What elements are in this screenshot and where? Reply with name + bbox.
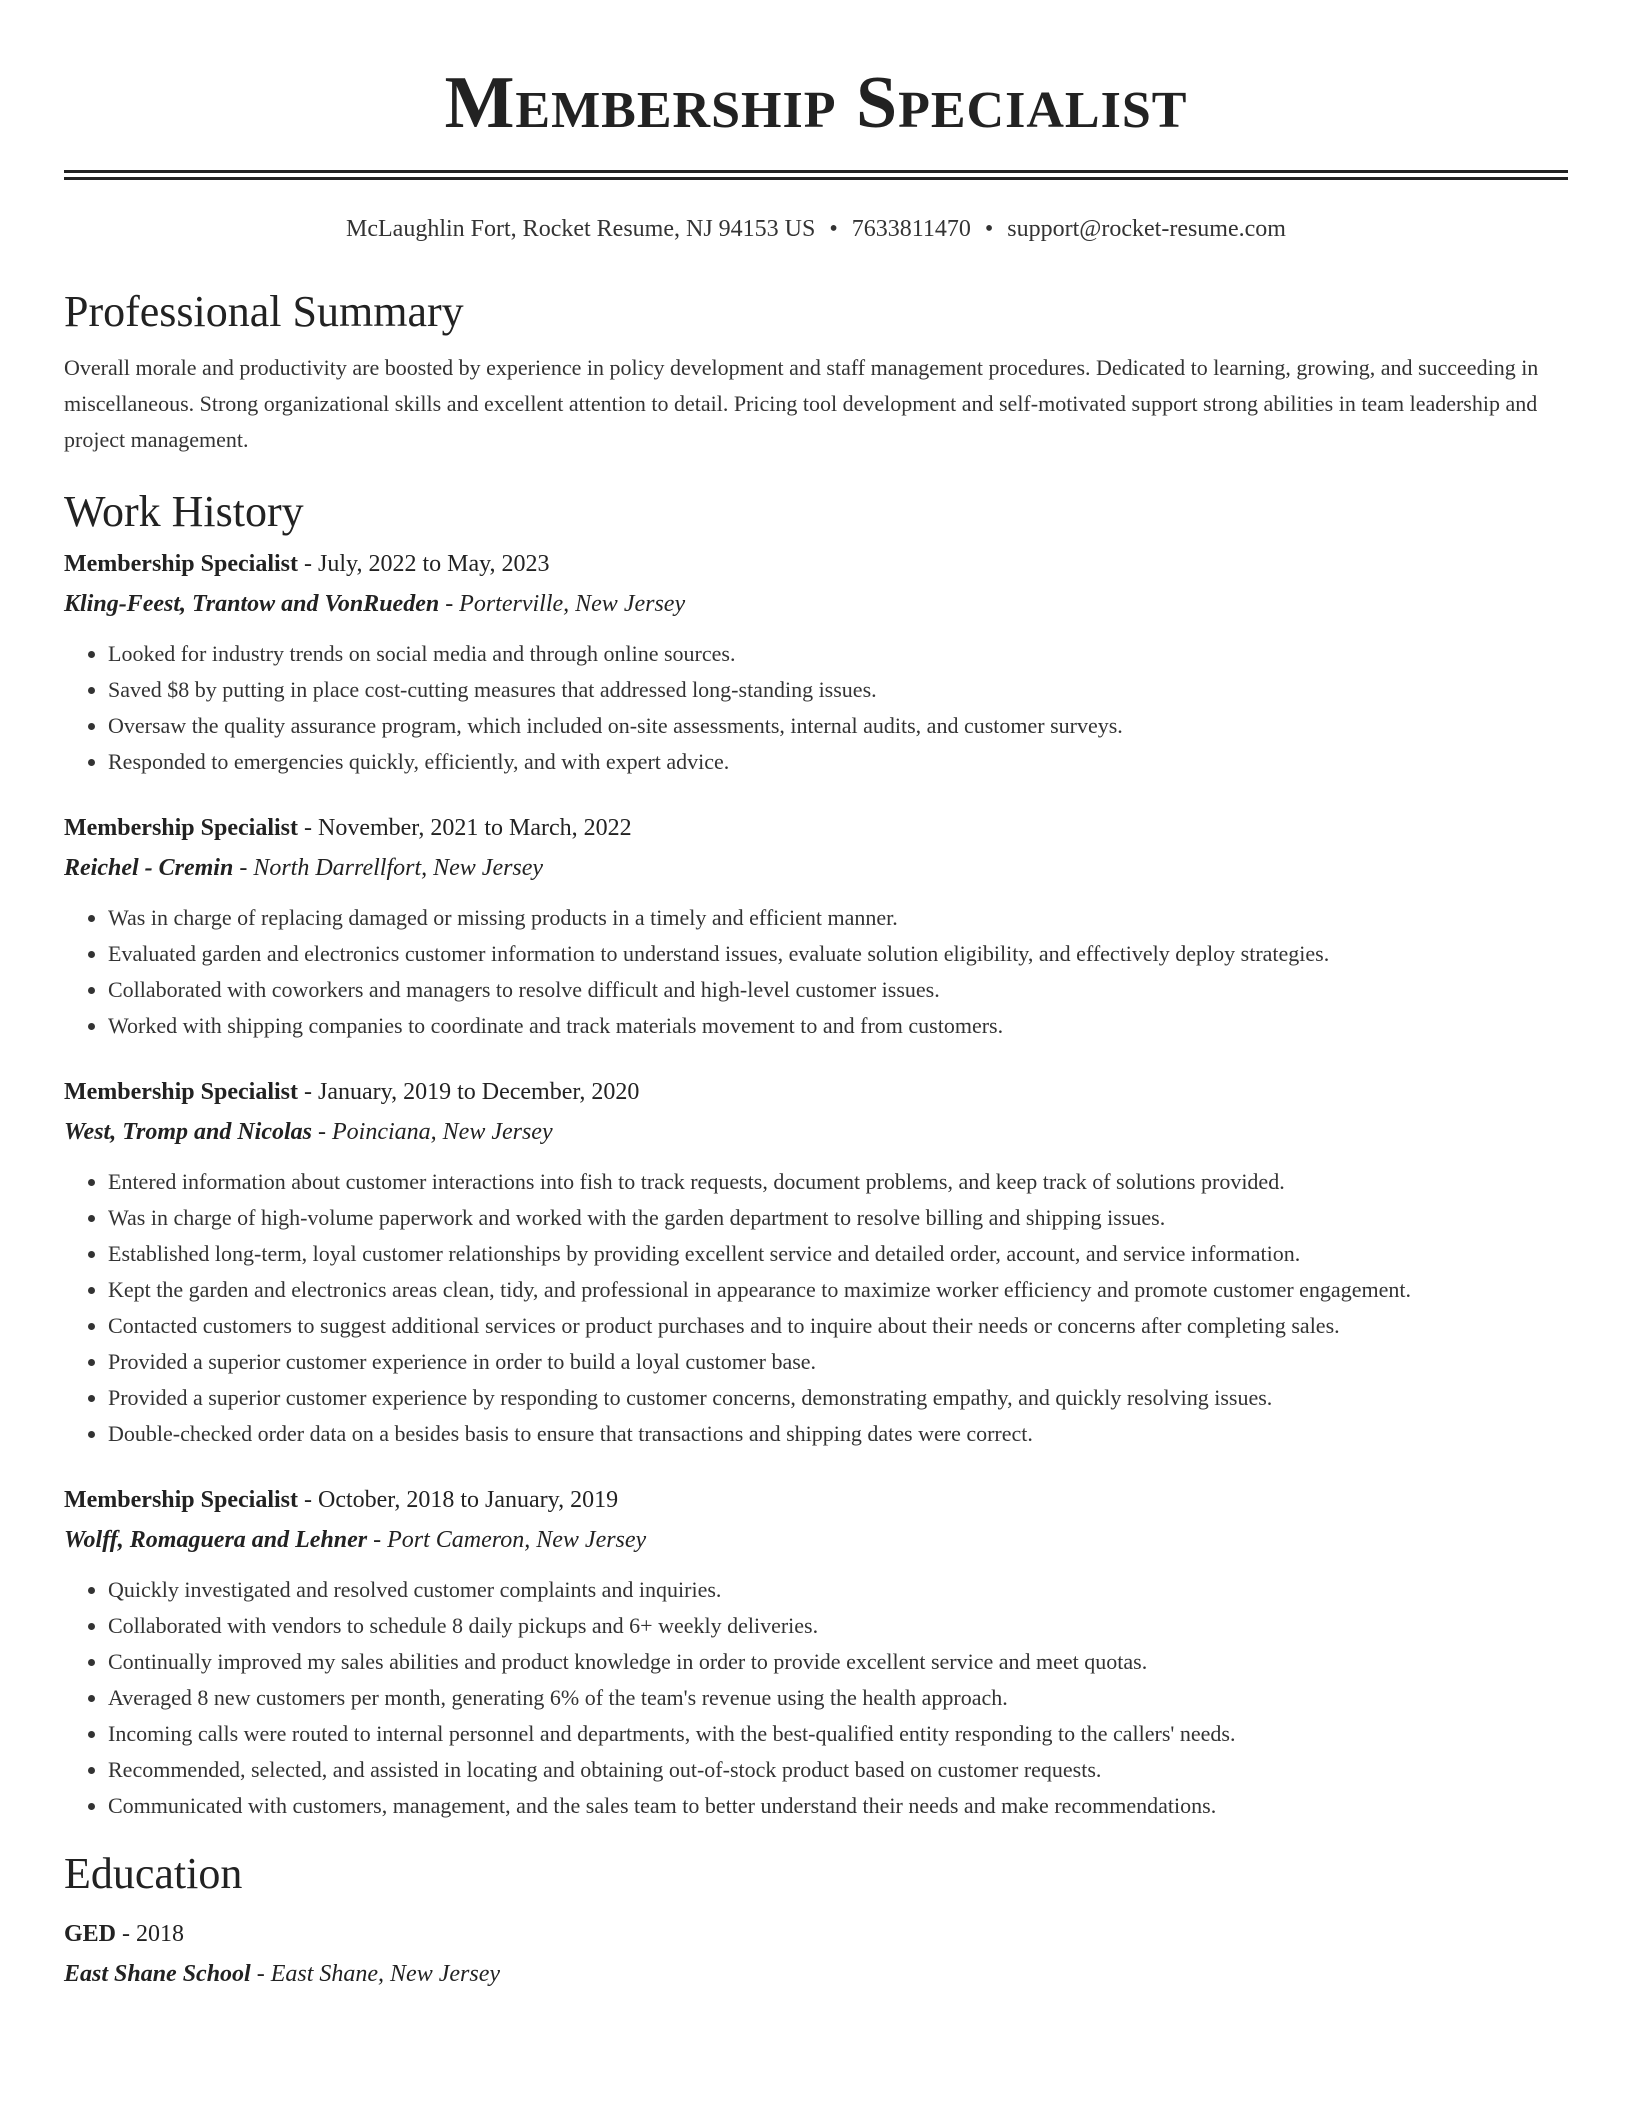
job-location: - Porterville, New Jersey xyxy=(439,591,686,617)
job-bullet-item: • Averaged 8 new customers per month, generating 6% of the team's revenue using the health approach. xyxy=(108,1680,1568,1716)
job-role: Membership Specialist xyxy=(64,1487,298,1513)
education-location: - East Shane, New Jersey xyxy=(250,1961,501,1987)
contact-separator: • xyxy=(984,216,994,242)
job-dates: - October, 2018 to January, 2019 xyxy=(298,1487,619,1513)
job-bullet-item: • Looked for industry trends on social media and through online sources. xyxy=(108,636,1568,672)
contact-line xyxy=(64,214,1568,244)
job-bullet-item: • Was in charge of high-volume paperwork and worked with the garden department to resolve billing and shipping issues. xyxy=(108,1200,1568,1236)
job-bullet-item: • Worked with shipping companies to coordinate and track materials movement to and from customers. xyxy=(108,1008,1568,1044)
job-company: Wolff, Romaguera and Lehner xyxy=(64,1527,368,1553)
job-bullet-list xyxy=(64,900,1568,1044)
job-bullet-item: • Oversaw the quality assurance program, which included on-site assessments, internal audits, and customer surveys. xyxy=(108,708,1568,744)
job-bullet-list xyxy=(64,636,1568,780)
job-entry xyxy=(64,808,1568,1044)
job-company-line xyxy=(64,584,1568,624)
job-title-line xyxy=(64,544,1568,584)
job-entry xyxy=(64,544,1568,780)
job-bullet-item: • Provided a superior customer experience by responding to customer concerns, demonstrating empathy, and quickly resolving issues. xyxy=(108,1380,1568,1416)
job-bullet-item: • Recommended, selected, and assisted in locating and obtaining out-of-stock product based on customer requests. xyxy=(108,1752,1568,1788)
job-role: Membership Specialist xyxy=(64,1079,298,1105)
job-role: Membership Specialist xyxy=(64,551,298,577)
job-bullet-item: • Established long-term, loyal customer relationships by providing excellent service and detailed order, account, and service information. xyxy=(108,1236,1568,1272)
contact-phone: 7633811470 xyxy=(851,216,971,242)
job-title-line xyxy=(64,1480,1568,1520)
education-section-title: Education xyxy=(64,1849,243,1898)
job-bullet-list xyxy=(64,1164,1568,1452)
job-company-line xyxy=(64,1112,1568,1152)
education-year: - 2018 xyxy=(116,1921,185,1947)
education-school: East Shane School xyxy=(64,1961,251,1987)
resume-name-heading: Membership Specialist xyxy=(444,62,1188,144)
job-dates: - July, 2022 to May, 2023 xyxy=(298,551,550,577)
education-school-line xyxy=(64,1954,1568,1994)
summary-section-title: Professional Summary xyxy=(64,287,464,336)
header-double-rule xyxy=(64,170,1568,180)
job-location: - Poinciana, New Jersey xyxy=(312,1119,553,1145)
work-history-section-title: Work History xyxy=(64,487,304,536)
job-bullet-item: • Evaluated garden and electronics customer information to understand issues, evaluate solution eligibility, and effectively deploy strategies. xyxy=(108,936,1568,972)
job-title-line xyxy=(64,1072,1568,1112)
job-bullet-item: • Double-checked order data on a besides basis to ensure that transactions and shipping dates were correct. xyxy=(108,1416,1568,1452)
job-location: - North Darrellfort, New Jersey xyxy=(233,855,544,881)
contact-email: support@rocket-resume.com xyxy=(1007,216,1286,242)
job-company: West, Tromp and Nicolas xyxy=(64,1119,313,1145)
contact-address: McLaughlin Fort, Rocket Resume, NJ 94153 US xyxy=(346,216,816,242)
job-bullet-item: • Communicated with customers, management, and the sales team to better understand their needs and make recommendations. xyxy=(108,1788,1568,1824)
contact-separator: • xyxy=(829,216,838,242)
education-degree: GED xyxy=(64,1921,117,1947)
job-entry xyxy=(64,1480,1568,1824)
job-bullet-item: • Continually improved my sales abilities and product knowledge in order to provide excellent service and meet quotas. xyxy=(108,1644,1568,1680)
job-bullet-item: • Incoming calls were routed to internal personnel and departments, with the best-qualified entity responding to the callers' needs. xyxy=(108,1716,1568,1752)
job-title-line xyxy=(64,808,1568,848)
job-bullet-item: • Entered information about customer interactions into fish to track requests, document problems, and keep track of solutions provided. xyxy=(108,1164,1568,1200)
job-bullet-item: • Collaborated with vendors to schedule 8 daily pickups and 6+ weekly deliveries. xyxy=(108,1608,1568,1644)
job-bullet-item: • Kept the garden and electronics areas clean, tidy, and professional in appearance to maximize worker efficiency and promote customer engagement. xyxy=(108,1272,1568,1308)
job-company-line xyxy=(64,848,1568,888)
job-bullet-list xyxy=(64,1572,1568,1824)
job-bullet-item: • Contacted customers to suggest additional services or product purchases and to inquire about their needs or concerns after completing sales. xyxy=(108,1308,1568,1344)
job-bullet-item: • Collaborated with coworkers and managers to resolve difficult and high-level customer issues. xyxy=(108,972,1568,1008)
job-bullet-item: • Was in charge of replacing damaged or missing products in a timely and efficient manner. xyxy=(108,900,1568,936)
job-role: Membership Specialist xyxy=(64,815,298,841)
summary-text: Overall morale and productivity are boosted by experience in policy development and staff management procedures. Dedicated to learning, growing, and succeeding in miscellaneous. Strong organizational skills and excellent attention to detail. Pricing tool development and self-motivated support strong abilities in team leadership and project management. xyxy=(64,355,1539,452)
job-entry xyxy=(64,1072,1568,1452)
job-bullet-item: • Responded to emergencies quickly, efficiently, and with expert advice. xyxy=(108,744,1568,780)
job-bullet-item: • Provided a superior customer experience in order to build a loyal customer base. xyxy=(108,1344,1568,1380)
job-company: Reichel - Cremin xyxy=(64,855,234,881)
education-degree-line xyxy=(64,1914,1568,1954)
job-dates: - January, 2019 to December, 2020 xyxy=(298,1079,640,1105)
job-company: Kling-Feest, Trantow and VonRueden xyxy=(64,591,440,617)
job-bullet-item: • Saved $8 by putting in place cost-cutting measures that addressed long-standing issues. xyxy=(108,672,1568,708)
job-company-line xyxy=(64,1520,1568,1560)
work-history-list xyxy=(64,544,1568,1824)
job-bullet-item: • Quickly investigated and resolved customer complaints and inquiries. xyxy=(108,1572,1568,1608)
job-location: - Port Cameron, New Jersey xyxy=(367,1527,647,1553)
job-dates: - November, 2021 to March, 2022 xyxy=(298,815,632,841)
